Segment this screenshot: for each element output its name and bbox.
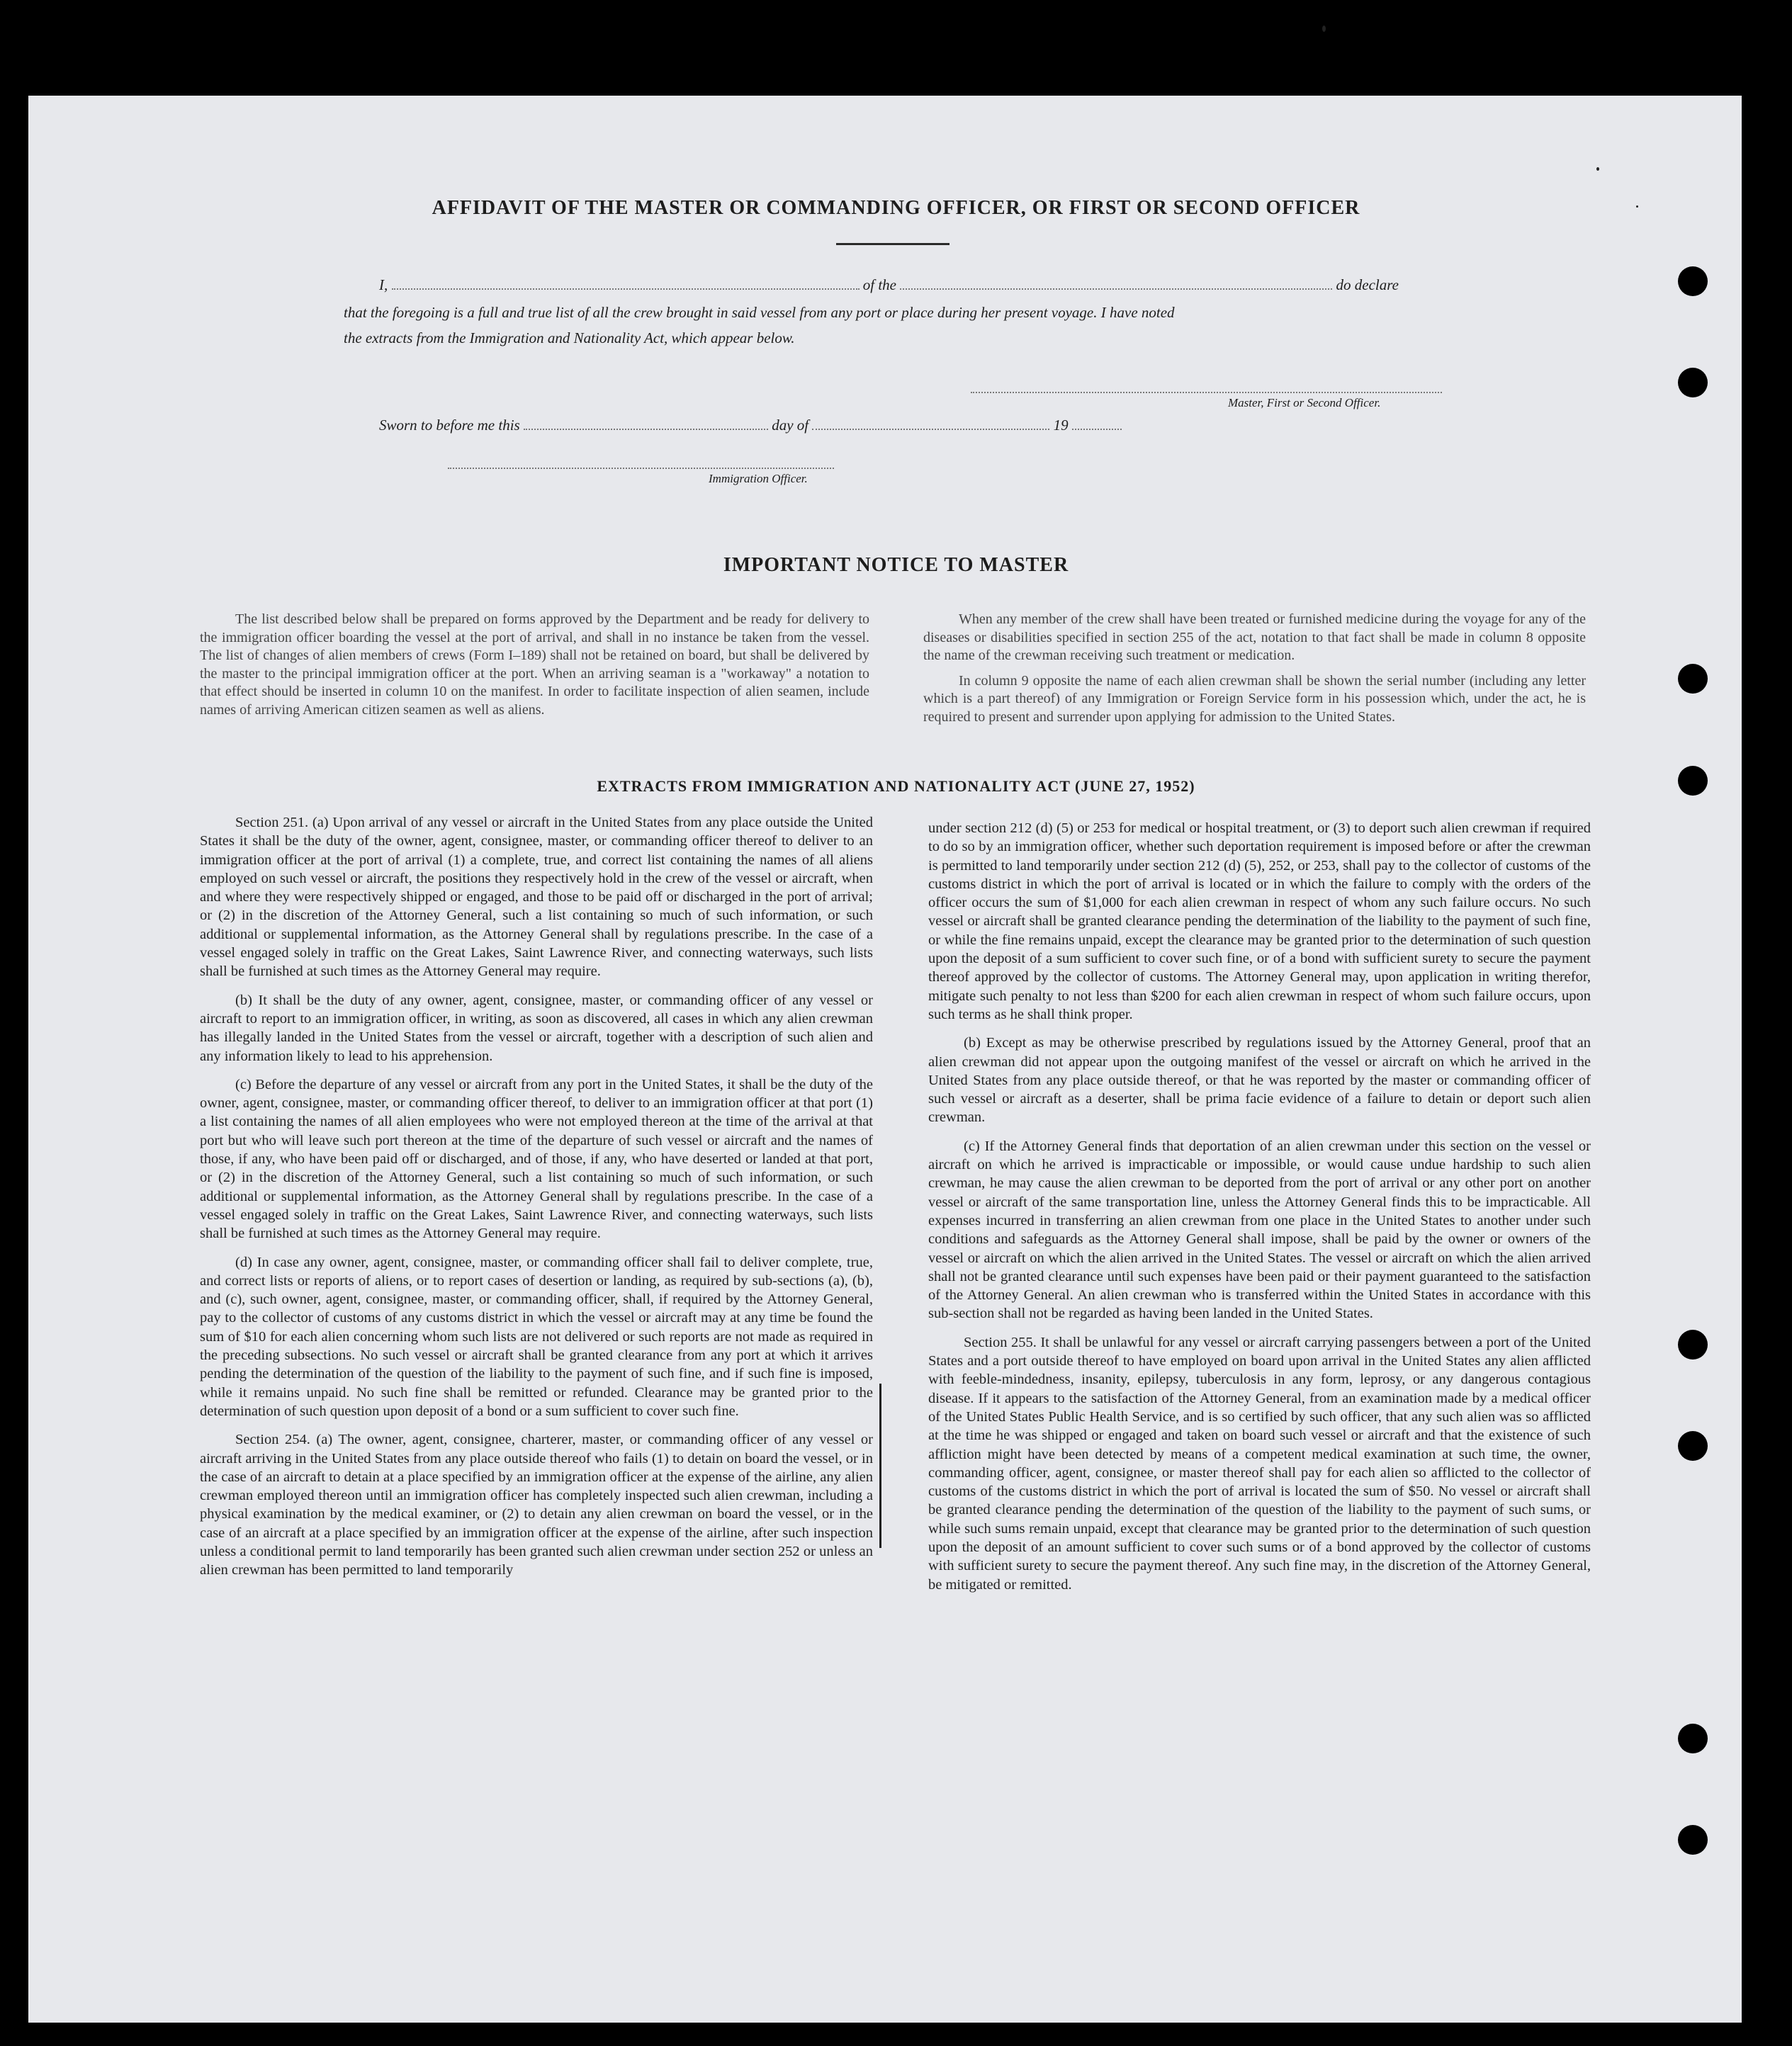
punch-hole: [1678, 266, 1708, 296]
title-underline: [836, 243, 949, 245]
declaration-do-declare: do declare: [1336, 276, 1399, 293]
extracts-left-column: [200, 813, 873, 1590]
sworn-year-field[interactable]: [1072, 420, 1122, 430]
statute-paragraph: (b) It shall be the duty of any owner, agent, consignee, master, or commanding officer of any vessel or aircraft to report to an immigration officer, in writing, as soon as discovered, all cases in which any alien crewman has illegally landed in the United States from the vessel or aircraft, together with a description of such alien and any information likely to lead to his apprehension.: [200, 992, 873, 1064]
notice-paragraph: When any member of the crew shall have been treated or furnished medicine during the voyage for any of the diseases or disabilities specified in section 255 of the act, notation to that fact shall be made in column 8 opposite the name of the crewman receiving such treatment or medication.: [923, 611, 1586, 663]
master-signature-label: Master, First or Second Officer.: [1228, 396, 1381, 409]
declaration-of-the: of the: [862, 276, 896, 293]
punch-hole: [1678, 368, 1708, 397]
scan-speck: [1322, 26, 1326, 32]
statute-paragraph: (b) Except as may be otherwise prescribed by regulations issued by the Attorney General, proof that an alien crewman did not appear upon the outgoing manifest of the vessel or aircraft on which he arrived in the United States from any place outside thereof, or that he was reported by the master or commanding officer of such vessel or aircraft as a deserter, shall be prima facie evidence of a failure to detain or deport such alien crewman.: [928, 1035, 1591, 1126]
sworn-month-field[interactable]: [812, 420, 1049, 430]
sworn-day-field[interactable]: [524, 420, 768, 430]
name-field[interactable]: [392, 280, 860, 290]
notice-right-column: [923, 611, 1586, 733]
declaration-line: [379, 276, 1442, 294]
statute-paragraph: (c) Before the departure of any vessel or aircraft from any port in the United States, it shall be the duty of the owner, agent, consignee, master, or commanding officer thereof, to deliver to an immigration officer at that port (1) a list containing the names of all alien employees who were not employed thereon at the time of the arrival at that port but who will leave such port thereon at the time of the departure of such vessel or aircraft and the names of those, if any, who have been paid off or discharged, and of those, if any, who have deserted or landed at that port, or (2) in the discretion of the Attorney General, such a list containing so much of such information, or such additional or supplemental information, as the Attorney General shall by regulations prescribe. In the case of a vessel engaged solely in traffic on the Great Lakes, Saint Lawrence River, and connecting waterways, such lists shall be furnished at such times as the Attorney General may require.: [200, 1076, 873, 1242]
punch-hole: [1678, 664, 1708, 694]
notice-paragraph: The list described below shall be prepared on forms approved by the Department and be ready for delivery to the immigration officer boarding the vessel at the port of arrival, and shall in no instance be taken from the vessel. The list of changes of alien members of crews (Form I–189) shall not be retained on board, but shall be delivered by the master to the principal immigration officer at the port. When an arriving seaman is a "workaway" a notation to that effect should be inserted in column 10 on the manifest. In order to facilitate inspection of alien seamen, include names of arriving American citizen seamen as well as aliens.: [200, 611, 869, 718]
statute-paragraph: (d) In case any owner, agent, consignee, master, or commanding officer shall fail to deliver complete, true, and correct lists or reports of aliens, or to report cases of desertion or landing, as required by sub-sections (a), (b), and (c), such owner, agent, consignee, master, or commanding officer, shall, if required by the Attorney General, pay to the collector of customs of any customs district in which the vessel or aircraft may at any time be found the sum of $10 for each alien concerning whom such lists are not delivered or such reports are not made as required in the preceding subsections. No such vessel or aircraft shall be granted clearance from any port at which it arrives pending the determination of the question of the liability to the payment of such fine, and if such fine is imposed, while it remains unpaid. No such fine shall be remitted or refunded. Clearance may be granted prior to the determination of such question upon deposit of a bond or a sum sufficient to cover such fine.: [200, 1254, 873, 1419]
statute-paragraph: Section 251. (a) Upon arrival of any vessel or aircraft in the United States from any place outside the United States it shall be the duty of the owner, agent, consignee, master, or commanding officer thereof to deliver to an immigration officer at the port of arrival (1) a complete, true, and correct list containing the names of all aliens employed on such vessel or aircraft, the positions they respectively hold in the crew of the vessel or aircraft, when and where they were respectively shipped or engaged, and those to be paid off or discharged in the port of arrival; or (2) in the discretion of the Attorney General, such a list containing so much of such information, or such additional or supplemental information, as the Attorney General shall by regulations prescribe. In the case of a vessel engaged solely in traffic on the Great Lakes, Saint Lawrence River, and connecting waterways, such lists shall be furnished at such times as the Attorney General may require.: [200, 815, 873, 980]
margin-bracket: [879, 1384, 881, 1548]
notice-title: IMPORTANT NOTICE TO MASTER: [723, 554, 1069, 576]
declaration-i: I,: [379, 276, 388, 293]
officer-signature-line[interactable]: [448, 468, 834, 469]
statute-paragraph: Section 255. It shall be unlawful for any vessel or aircraft carrying passengers between a port of the United States and a port outside thereof to have employed on board upon arrival in the United States any alien afflicted with feeble-mindedness, insanity, epilepsy, tuberculosis in any form, leprosy, or any dangerous contagious disease. If it appears to the satisfaction of the Attorney General, from an examination made by a medical officer of the United States Public Health Service, and is so certified by such officer, that any such alien was so afflicted at the time he was shipped or engaged and taken on board such vessel or aircraft and that the existence of such affliction might have been detected by means of a competent medical examination at such time, the owner, commanding officer, agent, consignee, or master thereof shall pay for each alien so afflicted to the collector of customs of the customs district in which the port of arrival is located the sum of $50. No vessel or aircraft shall be granted clearance pending the determination of the question of the liability to the payment of such sums, or while such sums remain unpaid, except that clearance may be granted prior to the determination of such question upon the deposit of an amount sufficient to cover such sums or of a bond approved by the collector of customs with sufficient surety to secure the payment thereof. Any such fine may, in the discretion of the Attorney General, be mitigated or remitted.: [928, 1334, 1591, 1593]
sworn-year: 19: [1053, 417, 1069, 434]
officer-signature-label: Immigration Officer.: [709, 472, 808, 485]
sworn-day-of: day of: [772, 417, 809, 434]
punch-hole: [1678, 1330, 1708, 1360]
sworn-prefix: Sworn to before me this: [379, 417, 520, 434]
statute-paragraph: (c) If the Attorney General finds that deportation of an alien crewman under this section on the vessel or aircraft on which he arrived is impracticable or impossible, or would cause undue hardship to such alien crewman, he may cause the alien crewman to be deported from the port of arrival or any other port on another vessel or aircraft of the same transportation line, unless the Attorney General finds this to be impracticable. All expenses incurred in transferring an alien crewman from one place in the United States to another under such conditions and safeguards as the Attorney General shall impose, shall be paid by the owner or owners of the vessel or aircraft on which the alien arrived in the United States. The vessel or aircraft on which the alien arrived shall not be granted clearance until such expenses have been paid or their payment guaranteed to the satisfaction of the Attorney General. An alien crewman who is transferred within the United States in accordance with this sub-section shall not be regarded as having been landed in the United States.: [928, 1138, 1591, 1322]
extracts-title: EXTRACTS FROM IMMIGRATION AND NATIONALITY ACT (JUNE 27, 1952): [597, 777, 1195, 795]
sworn-line: [379, 417, 1229, 434]
statute-paragraph: Section 254. (a) The owner, agent, consignee, charterer, master, or commanding officer of any vessel or aircraft arriving in the United States from any place outside thereof who fails (1) to detain on board the vessel, or in the case of an aircraft to detain at a place specified by an immigration officer at the expense of the airline, any alien crewman employed thereon until an immigration officer has completely inspected such alien crewman, including a physical examination by the medical examiner, or (2) to detain any alien crewman on board the vessel, or in the case of an aircraft at a place specified by an immigration officer at the expense of the airline, after such inspection unless a conditional permit to land temporarily has been granted such alien crewman under section 252 or unless an alien crewman has been permitted to land temporarily: [200, 1432, 873, 1578]
punch-hole: [1678, 1724, 1708, 1753]
affidavit-title: AFFIDAVIT OF THE MASTER OR COMMANDING OFFICER, OR FIRST OR SECOND OFFICER: [432, 197, 1360, 219]
punch-hole: [1678, 1431, 1708, 1461]
notice-left-column: [200, 611, 869, 726]
master-signature-line[interactable]: [971, 392, 1442, 393]
scan-speck: [1596, 167, 1599, 171]
notice-paragraph: In column 9 opposite the name of each alien crewman shall be shown the serial number (including any letter which is a part thereof) of any Immigration or Foreign Service form in his possession which, under the act, he is required to present and surrender upon applying for admission to the United States.: [923, 672, 1586, 725]
statute-paragraph: under section 212 (d) (5) or 253 for medical or hospital treatment, or (3) to deport such alien crewman if required to do so by an immigration officer, whether such deportation requirement is imposed before or after the crewman is permitted to land temporarily under section 212 (d) (5), 252, or 253, shall pay to the collector of customs of the customs district in which the port of arrival is located or in which the failure to comply with the orders of the officer occurs the sum of $1,000 for each alien crewman in respect of whom any such failure occurs. No such vessel or aircraft shall be granted clearance pending the determination of the liability to the payment of such fine, or while the fine remains unpaid, except the clearance may be granted prior to the determination of such question upon the deposit of a sum sufficient to cover such fine, or of a bond with sufficient surety to secure the payment thereof approved by the collector of customs. The Attorney General may, upon application in writing therefor, mitigate such penalty to not less than $200 for each alien crewman in respect of whom such failure occurs, upon such terms as he shall think proper.: [928, 820, 1591, 1022]
vessel-field[interactable]: [900, 280, 1332, 290]
punch-hole: [1678, 1825, 1708, 1855]
extracts-right-column: [928, 819, 1591, 1604]
declaration-text-3: the extracts from the Immigration and Nationality Act, which appear below.: [344, 329, 795, 346]
declaration-text-2: that the foregoing is a full and true list of all the crew brought in said vessel from any port or place during her present voyage. I have noted: [344, 304, 1175, 321]
